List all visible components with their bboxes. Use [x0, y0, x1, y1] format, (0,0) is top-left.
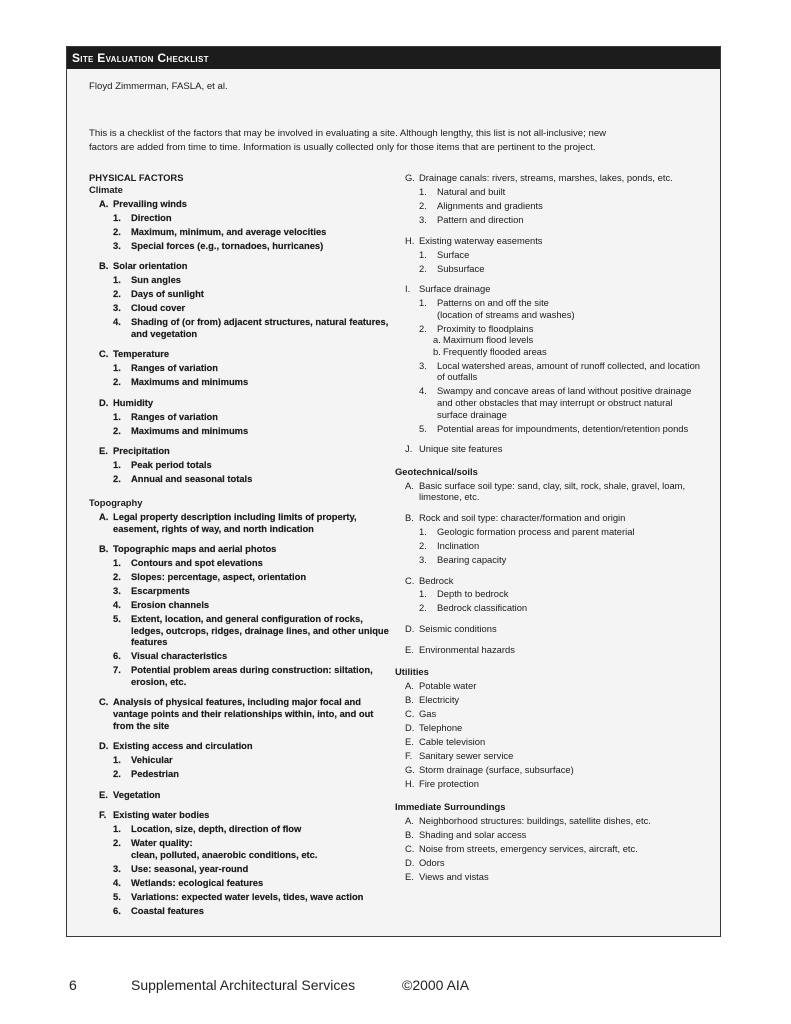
list-item: E. Precipitation [99, 445, 170, 457]
list-subitem: 2. Subsurface [419, 262, 485, 274]
list-item: F. Existing water bodies [99, 809, 210, 821]
list-item: C. Noise from streets, emergency services, aircraft, etc. [405, 842, 638, 854]
list-subitem: 1. Vehicular [113, 754, 173, 766]
list-subitem: 2. Maximums and minimums [113, 424, 249, 436]
list-item: A. Potable water [405, 680, 477, 692]
list-item: G. Drainage canals: rivers, streams, marshes, lakes, ponds, etc. [405, 172, 673, 183]
list-subitem: 1. Location, size, depth, direction of flow [113, 823, 302, 835]
list-item: G. Storm drainage (surface, subsurface) [405, 764, 574, 776]
author-line: Floyd Zimmerman, FASLA, et al. [89, 81, 228, 92]
list-item: C. Gas [405, 708, 437, 720]
list-item: E. Cable television [405, 736, 486, 748]
list-subitem: 1. Sun angles [113, 274, 182, 286]
list-item: B. Electricity [405, 694, 460, 706]
list-subitem: 1. Direction [113, 211, 172, 223]
section-heading-utilities: Utilities [395, 666, 429, 678]
category-heading: PHYSICAL FACTORS [89, 172, 184, 183]
list-subitem: 7. Potential problem areas during construction: siltation, erosion, etc. [113, 664, 373, 687]
list-subitem: 1. Ranges of variation [113, 410, 218, 422]
list-subitem: 2. Proximity to floodplains [419, 322, 534, 334]
list-item: H. Existing waterway easements [405, 234, 543, 246]
list-subitem: 3. Pattern and direction [419, 213, 524, 225]
list-subitem: 3. Local watershed areas, amount of runoff collected, and location of outfalls [419, 359, 701, 383]
list-subitem: 1. Surface [419, 248, 470, 260]
list-subitem: 2. Maximum, minimum, and average velocities [113, 225, 327, 237]
list-item: C. Analysis of physical features, including major focal and vantage points and their relationships within, into, and out from the site [99, 696, 374, 731]
list-item: B. Topographic maps and aerial photos [99, 543, 277, 555]
list-item: D. Seismic conditions [405, 623, 497, 635]
left-column [89, 172, 389, 916]
list-subitem: 1. Patterns on and off the site (location of streams and washes) [419, 297, 575, 320]
section-heading-topography: Topography [89, 496, 143, 508]
list-item: D. Odors [405, 856, 445, 868]
list-item: D. Humidity [99, 396, 154, 408]
list-item: B. Rock and soil type: character/formation and origin [405, 511, 626, 523]
list-subitem: 4. Swampy and concave areas of land without positive drainage and other obstacles that may interrupt or obstruct natural surface drainage [419, 385, 692, 420]
list-subitem: 3. Escarpments [113, 585, 190, 597]
section-heading-geotechnical: Geotechnical/soils [395, 465, 478, 477]
list-subitem: 5. Variations: expected water levels, tides, wave action [113, 890, 364, 902]
footer-title: Supplemental Architectural Services [131, 977, 356, 993]
list-subitem: 6. Visual characteristics [113, 650, 228, 662]
list-subsubitem: b. Frequently flooded areas [433, 345, 547, 357]
list-subitem: 2. Water quality: clean, polluted, anaerobic conditions, etc. [113, 837, 318, 860]
page-number: 6 [69, 977, 77, 993]
list-subitem: 3. Special forces (e.g., tornadoes, hurricanes) [113, 239, 324, 251]
list-item: A. Prevailing winds [99, 197, 187, 209]
list-subitem: 2. Annual and seasonal totals [113, 473, 253, 485]
list-item: F. Sanitary sewer service [405, 750, 514, 762]
list-item: D. Existing access and circulation [99, 740, 253, 752]
list-item: B. Shading and solar access [405, 828, 527, 840]
list-subitem: 2. Inclination [419, 539, 480, 551]
list-subitem: 1. Peak period totals [113, 459, 212, 471]
intro-paragraph [89, 127, 699, 155]
list-subitem: 1. Depth to bedrock [419, 588, 509, 600]
intro-line-2: factors are added from time to time. Information is usually collected only for those items that are pertinent to the project. [89, 142, 596, 153]
list-item: H. Fire protection [405, 778, 479, 790]
list-item: C. Bedrock [405, 574, 454, 586]
list-subitem: 2. Pedestrian [113, 768, 179, 780]
section-heading-surroundings: Immediate Surroundings [395, 800, 506, 812]
list-subitem: 1. Geologic formation process and parent material [419, 525, 635, 537]
list-item: A. Basic surface soil type: sand, clay, silt, rock, shale, gravel, loam, limestone, etc. [405, 479, 686, 503]
checklist-title: Site Evaluation Checklist [67, 47, 720, 69]
list-subitem: 1. Contours and spot elevations [113, 557, 263, 569]
list-subsubitem: a. Maximum flood levels [433, 334, 534, 346]
list-item: B. Solar orientation [99, 260, 188, 272]
list-subitem: 2. Alignments and gradients [419, 199, 543, 211]
list-subitem: 5. Extent, location, and general configuration of rocks, ledges, outcrops, ridges, drainage lines, and other unique features [113, 613, 389, 648]
list-subitem: 2. Maximums and minimums [113, 376, 249, 388]
list-subitem: 1. Ranges of variation [113, 362, 218, 374]
list-subitem: 4. Erosion channels [113, 599, 210, 611]
list-subitem: 4. Wetlands: ecological features [113, 876, 264, 888]
list-item: D. Telephone [405, 722, 463, 734]
footer-copyright: ©2000 AIA [402, 977, 470, 993]
intro-line-1: This is a checklist of the factors that may be involved in evaluating a site. Although lengthy, this list is not all-inclusive; new [89, 128, 607, 139]
list-item: E. Vegetation [99, 788, 161, 800]
list-subitem: 5. Potential areas for impoundments, detention/retention ponds [419, 422, 689, 434]
list-subitem: 3. Cloud cover [113, 302, 186, 314]
list-item: I. Surface drainage [405, 283, 491, 295]
list-subitem: 3. Bearing capacity [419, 553, 507, 565]
list-subitem: 1. Natural and built [419, 185, 506, 197]
right-column [395, 172, 705, 882]
list-item: C. Temperature [99, 348, 170, 360]
checklist-box [66, 46, 721, 937]
list-item: J. Unique site features [405, 443, 503, 455]
list-subitem: 2. Days of sunlight [113, 288, 204, 300]
list-item: A. Legal property description including limits of property, easement, rights of way, and north indication [99, 510, 357, 534]
section-heading-climate: Climate [89, 183, 123, 195]
list-item: A. Neighborhood structures: buildings, satellite dishes, etc. [405, 814, 651, 826]
list-subitem: 2. Slopes: percentage, aspect, orientation [113, 571, 307, 583]
list-subitem: 4. Shading of (or from) adjacent structures, natural features, and vegetation [113, 316, 389, 339]
list-item: E. Environmental hazards [405, 643, 515, 655]
list-item: E. Views and vistas [405, 870, 489, 882]
list-subitem: 3. Use: seasonal, year-round [113, 862, 249, 874]
list-subitem: 6. Coastal features [113, 904, 204, 916]
list-subitem: 2. Bedrock classification [419, 602, 528, 614]
